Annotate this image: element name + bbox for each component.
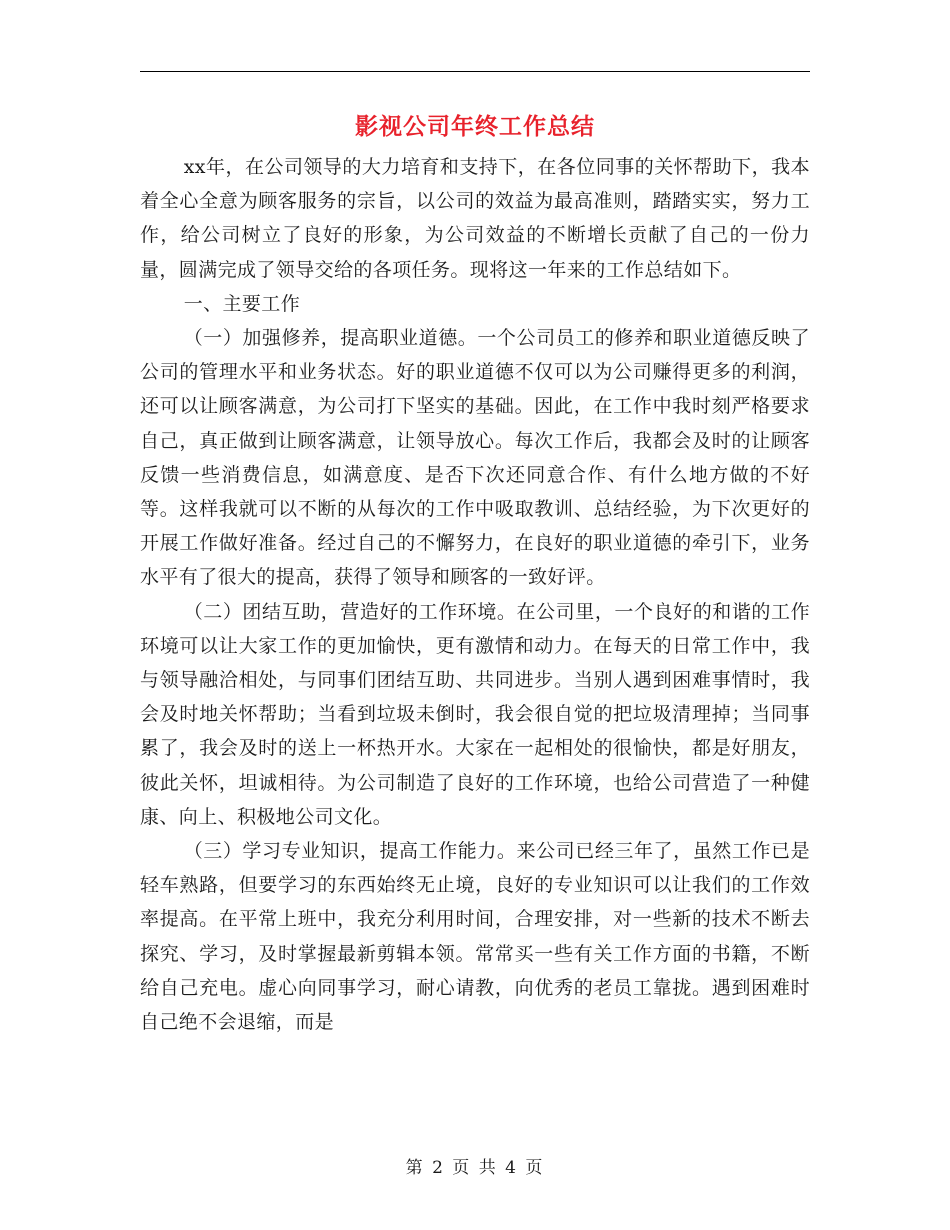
paragraph-section-1: （一）加强修养，提高职业道德。一个公司员工的修养和职业道德反映了公司的管理水平和业务状态。好的职业道德不仅可以为公司赚得更多的利润，还可以让顾客满意，为公司打下坚实的基础。因此，在工作中我时刻严格要求自己，真正做到让顾客满意，让领导放心。每次工作后，我都会及时的让顾客反馈一些消费信息，如满意度、是否下次还同意合作、有什么地方做的不好等。这样我就可以不断的从每次的工作中吸取教训、总结经验，为下次更好的开展工作做好准备。经过自己的不懈努力，在良好的职业道德的牵引下，业务水平有了很大的提高，获得了领导和顾客的一致好评。	[140, 327, 810, 589]
paragraph-section-2: （二）团结互助，营造好的工作环境。在公司里，一个良好的和谐的工作环境可以让大家工作的更加愉快，更有激情和动力。在每天的日常工作中，我与领导融洽相处，与同事们团结互助、共同进步。当别人遇到困难事情时，我会及时地关怀帮助；当看到垃圾未倒时，我会很自觉的把垃圾清理掉；当同事累了，我会及时的送上一杯热开水。大家在一起相处的很愉快，都是好朋友，彼此关怀，坦诚相待。为公司制造了良好的工作环境，也给公司营造了一种健康、向上、积极地公司文化。	[140, 600, 810, 828]
paragraph-intro: xx年，在公司领导的大力培育和支持下，在各位同事的关怀帮助下，我本着全心全意为顾客服务的宗旨，以公司的效益为最高准则，踏踏实实，努力工作，给公司树立了良好的形象，为公司效益的不断增长贡献了自己的一份力量，圆满完成了领导交给的各项任务。现将这一年来的工作总结如下。	[140, 156, 810, 281]
document-title: 影视公司年终工作总结	[355, 113, 595, 140]
document-body	[140, 150, 810, 1039]
paragraph-section-3: （三）学习专业知识，提高工作能力。来公司已经三年了，虽然工作已是轻车熟路，但要学习的东西始终无止境，良好的专业知识可以让我们的工作效率提高。在平常上班中，我充分利用时间，合理安排，对一些新的技术不断去探究、学习，及时掌握最新剪辑本领。常常买一些有关工作方面的书籍，不断给自己充电。虚心向同事学习，耐心请教，向优秀的老员工靠拢。遇到困难时自己绝不会退缩，而是	[140, 840, 810, 1034]
section-heading-main-work: 一、主要工作	[183, 292, 301, 315]
page-number-footer: 第 2 页 共 4 页	[405, 1158, 545, 1178]
header-rule	[140, 71, 810, 72]
